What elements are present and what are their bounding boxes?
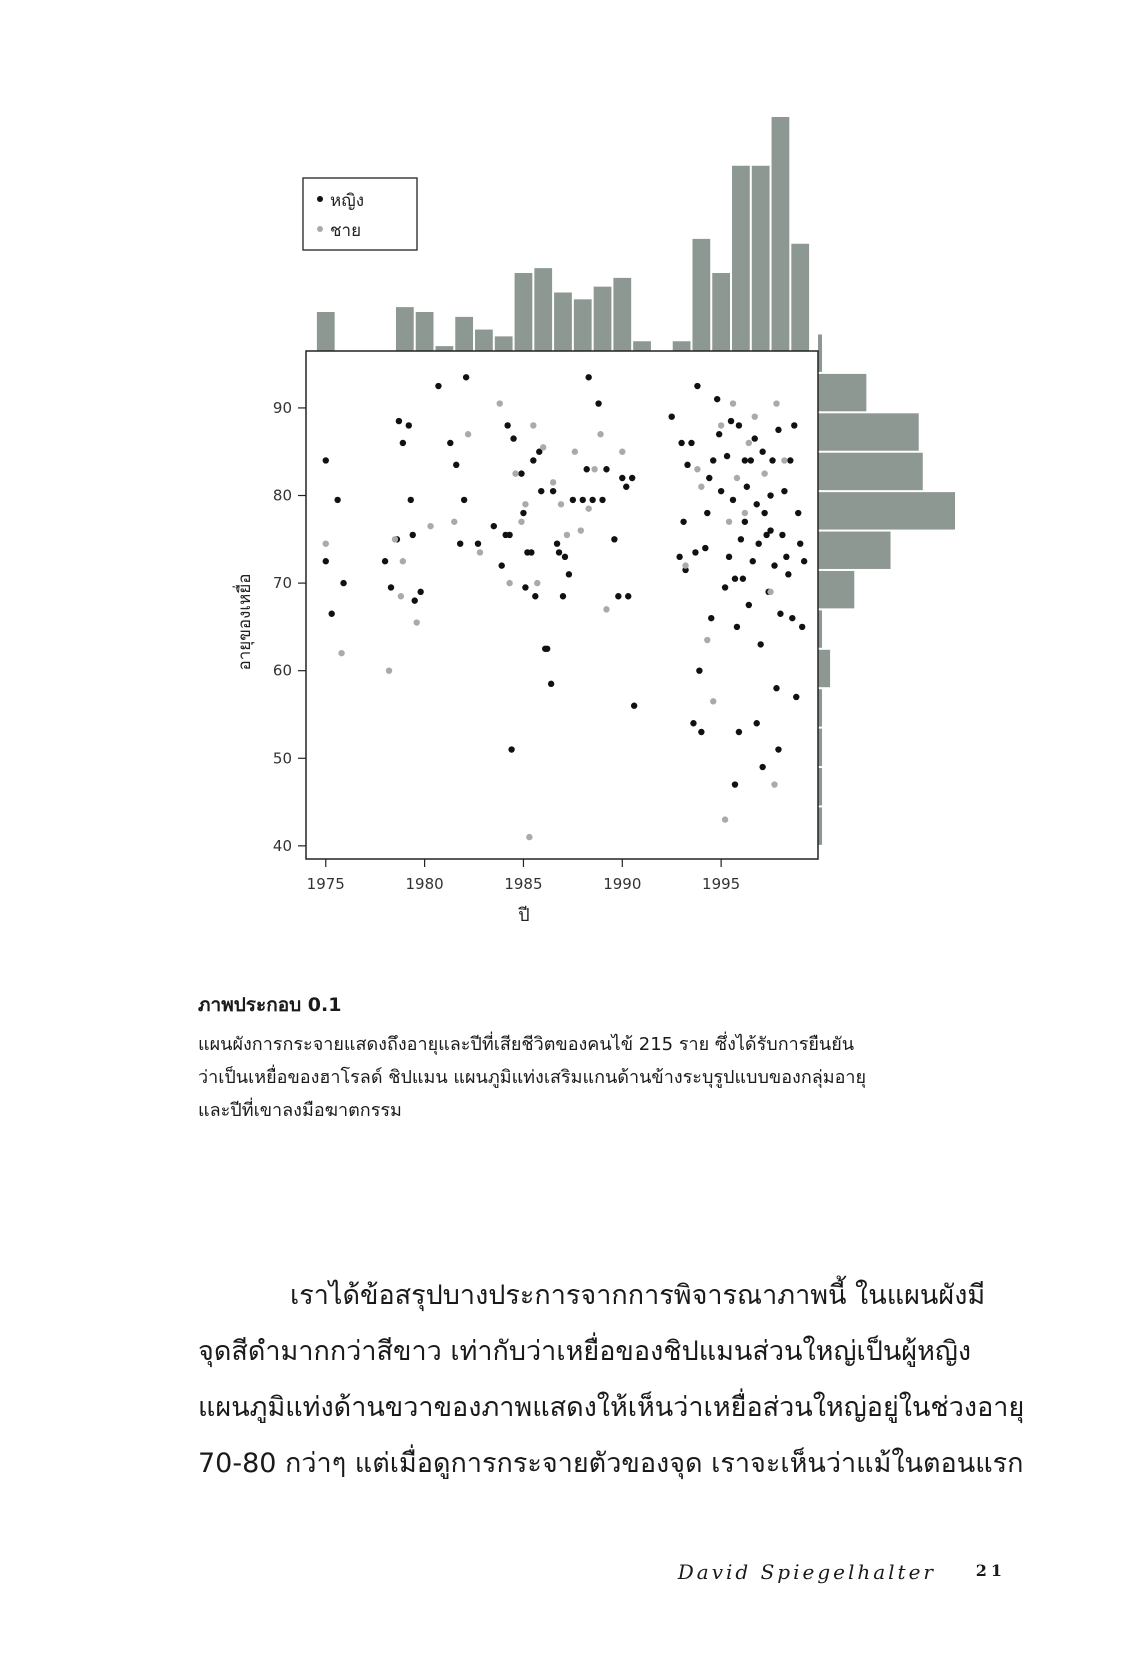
data-point <box>578 527 584 533</box>
data-point <box>522 584 528 590</box>
data-point <box>451 519 457 525</box>
data-point <box>726 519 732 525</box>
data-point <box>506 532 512 538</box>
data-point <box>754 501 760 507</box>
x-tick-label: 1995 <box>702 875 741 893</box>
data-point <box>779 532 785 538</box>
data-point <box>491 523 497 529</box>
data-point <box>386 667 392 673</box>
data-point <box>732 576 738 582</box>
figure-caption <box>198 990 1018 1127</box>
top-histogram-bar <box>396 307 414 351</box>
data-point <box>767 492 773 498</box>
data-point <box>761 470 767 476</box>
top-histogram-bar <box>752 166 770 351</box>
data-point <box>526 834 532 840</box>
data-point <box>728 418 734 424</box>
data-point <box>625 593 631 599</box>
data-point <box>785 571 791 577</box>
data-point <box>734 624 740 630</box>
data-point <box>759 764 765 770</box>
data-point <box>706 475 712 481</box>
data-point <box>775 746 781 752</box>
legend-label-male: ชาย <box>330 221 362 241</box>
data-point <box>795 510 801 516</box>
data-point <box>548 681 554 687</box>
data-point <box>714 396 720 402</box>
data-point <box>599 497 605 503</box>
data-point <box>323 558 329 564</box>
data-point <box>544 646 550 652</box>
data-point <box>520 510 526 516</box>
data-point <box>550 479 556 485</box>
data-point <box>690 720 696 726</box>
data-point <box>611 536 617 542</box>
data-point <box>773 400 779 406</box>
caption-line: แผนผังการกระจายแสดงถึงอายุและปีที่เสียชีวิตของคนไข้ 215 ราย ซึ่งได้รับการยืนยัน <box>198 1034 855 1055</box>
data-point <box>562 554 568 560</box>
data-point <box>736 729 742 735</box>
data-point <box>589 497 595 503</box>
data-point <box>334 497 340 503</box>
data-point <box>718 422 724 428</box>
data-point <box>742 510 748 516</box>
data-point <box>457 540 463 546</box>
x-tick-label: 1985 <box>504 875 543 893</box>
running-footer-author: David Spiegelhalter <box>677 1560 936 1584</box>
top-histogram-bar <box>475 330 493 351</box>
data-point <box>752 435 758 441</box>
top-histogram-bar <box>495 336 513 351</box>
data-point <box>740 576 746 582</box>
top-histogram-bar <box>692 239 710 351</box>
data-point <box>538 488 544 494</box>
data-point <box>398 593 404 599</box>
top-histogram-bar <box>633 341 651 351</box>
top-histogram-bar <box>791 244 809 351</box>
data-point <box>631 703 637 709</box>
data-point <box>414 619 420 625</box>
body-line: แผนภูมิแท่งด้านขวาของภาพแสดงให้เห็นว่าเหยื่อส่วนใหญ่อยู่ในช่วงอายุ <box>198 1392 1025 1423</box>
top-histogram-bar <box>554 293 572 352</box>
data-point <box>585 374 591 380</box>
data-point <box>595 400 601 406</box>
top-histogram-bar <box>712 273 730 351</box>
data-point <box>710 457 716 463</box>
data-point <box>328 611 334 617</box>
top-histogram-bar <box>317 312 335 351</box>
top-histogram-bar <box>416 312 434 351</box>
data-point <box>400 558 406 564</box>
data-point <box>692 549 698 555</box>
x-tick-label: 1980 <box>405 875 444 893</box>
data-point <box>522 501 528 507</box>
data-point <box>702 545 708 551</box>
data-point <box>771 562 777 568</box>
data-point <box>615 593 621 599</box>
data-point <box>518 519 524 525</box>
data-point <box>730 400 736 406</box>
data-point <box>435 383 441 389</box>
data-point <box>738 536 744 542</box>
data-point <box>323 540 329 546</box>
data-point <box>512 470 518 476</box>
data-point <box>382 558 388 564</box>
data-point <box>580 497 586 503</box>
right-histogram-bar <box>818 413 919 450</box>
top-histogram-bar <box>772 117 790 351</box>
data-point <box>669 413 675 419</box>
caption-line: และปีที่เขาลงมือฆาตกรรม <box>198 1100 402 1121</box>
y-axis-label: อายุของเหยื่อ <box>235 573 255 671</box>
y-tick-label: 90 <box>272 398 292 417</box>
x-axis <box>307 859 741 893</box>
data-point <box>767 589 773 595</box>
top-histogram-bar <box>594 287 612 351</box>
data-point <box>754 720 760 726</box>
right-histogram-bar <box>818 532 891 569</box>
data-point <box>791 422 797 428</box>
data-point <box>497 400 503 406</box>
data-point <box>406 422 412 428</box>
data-point <box>718 488 724 494</box>
data-point <box>388 584 394 590</box>
data-point <box>755 540 761 546</box>
top-histogram-bar <box>673 341 691 351</box>
data-point <box>708 615 714 621</box>
data-point <box>623 484 629 490</box>
page-number: 21 <box>975 1561 1006 1580</box>
right-histogram-bar <box>818 571 854 608</box>
data-point <box>619 449 625 455</box>
data-point <box>698 729 704 735</box>
body-paragraph <box>198 1268 1025 1492</box>
data-point <box>722 816 728 822</box>
data-point <box>752 413 758 419</box>
data-point <box>694 466 700 472</box>
y-tick-label: 50 <box>272 749 292 768</box>
data-point <box>603 466 609 472</box>
data-point <box>554 540 560 546</box>
data-point <box>410 532 416 538</box>
data-point <box>734 475 740 481</box>
data-point <box>704 510 710 516</box>
top-histogram-bar <box>515 273 533 351</box>
body-line: 70-80 กว่าๆ แต่เมื่อดูการกระจายตัวของจุด เราจะเห็นว่าแม้ในตอนแรก <box>198 1448 1024 1479</box>
data-point <box>793 694 799 700</box>
top-histogram-bar <box>613 278 631 351</box>
data-point <box>392 536 398 542</box>
data-point <box>477 549 483 555</box>
data-point <box>564 532 570 538</box>
top-histogram-bar <box>455 317 473 351</box>
data-point <box>726 554 732 560</box>
data-point <box>781 457 787 463</box>
data-point <box>748 457 754 463</box>
right-histogram-bar <box>818 453 923 490</box>
data-point <box>710 698 716 704</box>
data-point <box>540 444 546 450</box>
data-point <box>736 422 742 428</box>
data-point <box>400 440 406 446</box>
data-point <box>597 431 603 437</box>
data-point <box>461 497 467 503</box>
x-tick-label: 1975 <box>306 875 345 893</box>
data-point <box>783 554 789 560</box>
data-point <box>767 527 773 533</box>
data-point <box>585 505 591 511</box>
data-point <box>789 615 795 621</box>
y-tick-label: 70 <box>272 574 292 593</box>
data-point <box>510 435 516 441</box>
data-point <box>323 457 329 463</box>
caption-line: ว่าเป็นเหยื่อของฮาโรลด์ ชิปแมน แผนภูมิแท่งเสริมแกนด้านข้างระบุรูปแบบของกลุ่มอายุ <box>198 1067 867 1088</box>
right-histogram <box>818 334 955 844</box>
data-point <box>556 549 562 555</box>
data-point <box>499 562 505 568</box>
data-point <box>742 519 748 525</box>
data-point <box>528 549 534 555</box>
data-point <box>761 510 767 516</box>
data-point <box>799 624 805 630</box>
data-point <box>759 449 765 455</box>
data-point <box>463 374 469 380</box>
right-histogram-bar <box>818 374 866 411</box>
data-point <box>769 457 775 463</box>
y-tick-label: 80 <box>272 486 292 505</box>
data-point <box>773 685 779 691</box>
data-point <box>678 440 684 446</box>
data-point <box>787 457 793 463</box>
data-point <box>744 484 750 490</box>
legend-marker-male <box>317 226 323 232</box>
top-histogram-bar <box>732 166 750 351</box>
data-point <box>340 580 346 586</box>
data-point <box>427 523 433 529</box>
data-point <box>722 584 728 590</box>
data-point <box>518 470 524 476</box>
x-tick-label: 1990 <box>603 875 642 893</box>
data-point <box>680 519 686 525</box>
scatter-points <box>323 374 808 840</box>
data-point <box>447 440 453 446</box>
data-point <box>775 427 781 433</box>
data-point <box>465 431 471 437</box>
data-point <box>530 422 536 428</box>
top-histogram-bar <box>534 268 552 351</box>
data-point <box>771 781 777 787</box>
data-point <box>730 497 736 503</box>
data-point <box>704 637 710 643</box>
data-point <box>475 540 481 546</box>
data-point <box>716 431 722 437</box>
data-point <box>591 466 597 472</box>
data-point <box>584 466 590 472</box>
data-point <box>746 440 752 446</box>
data-point <box>676 554 682 560</box>
data-point <box>757 641 763 647</box>
data-point <box>453 462 459 468</box>
y-axis <box>273 399 306 855</box>
y-tick-label: 40 <box>272 836 292 855</box>
data-point <box>506 580 512 586</box>
data-point <box>570 497 576 503</box>
data-point <box>777 611 783 617</box>
data-point <box>412 597 418 603</box>
data-point <box>694 383 700 389</box>
legend-marker-female <box>317 196 323 202</box>
data-point <box>532 593 538 599</box>
y-tick-label: 60 <box>272 661 292 680</box>
caption-title: ภาพประกอบ 0.1 <box>198 994 342 1016</box>
data-point <box>682 562 688 568</box>
data-point <box>750 558 756 564</box>
data-point <box>629 475 635 481</box>
data-point <box>572 449 578 455</box>
data-point <box>696 667 702 673</box>
data-point <box>781 488 787 494</box>
legend <box>303 178 417 250</box>
data-point <box>801 558 807 564</box>
right-histogram-bar <box>818 492 955 529</box>
body-line: เราได้ข้อสรุปบางประการจากการพิจารณาภาพนี้ ในแผนผังมี <box>290 1280 986 1311</box>
data-point <box>688 440 694 446</box>
data-point <box>396 418 402 424</box>
data-point <box>746 602 752 608</box>
x-axis-label: ปี <box>518 905 530 926</box>
data-point <box>534 580 540 586</box>
data-point <box>508 746 514 752</box>
data-point <box>530 457 536 463</box>
data-point <box>560 593 566 599</box>
data-point <box>603 606 609 612</box>
top-histogram-bar <box>574 299 592 351</box>
data-point <box>684 462 690 468</box>
data-point <box>417 589 423 595</box>
data-point <box>558 501 564 507</box>
data-point <box>732 781 738 787</box>
data-point <box>504 422 510 428</box>
data-point <box>619 475 625 481</box>
right-histogram-bar <box>818 650 830 687</box>
data-point <box>698 484 704 490</box>
data-point <box>566 571 572 577</box>
data-point <box>797 540 803 546</box>
legend-label-female: หญิง <box>330 191 364 211</box>
data-point <box>408 497 414 503</box>
body-line: จุดสีดำมากกว่าสีขาว เท่ากับว่าเหยื่อของชิปแมนส่วนใหญ่เป็นผู้หญิง <box>198 1336 972 1367</box>
data-point <box>724 453 730 459</box>
data-point <box>742 457 748 463</box>
data-point <box>550 488 556 494</box>
data-point <box>338 650 344 656</box>
